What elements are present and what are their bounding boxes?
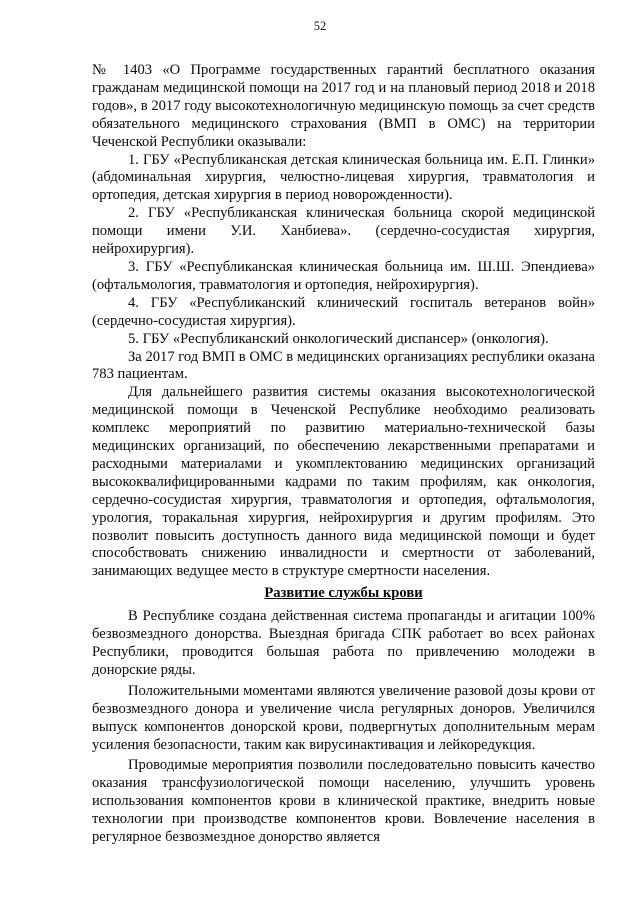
paragraph-development: Для дальнейшего развития системы оказания высокотехнологической медицинской помощи в Чеченской Республике необходимо реализовать комплекс мероприятий по развитию материально-технической базы медицинских организаций, по обеспечению лекарственными препаратами и расходными материалами и укомплектованию медицинских организаций высококвалифицированными кадрами по таким профилям, как онкология, сердечно-сосудистая хирургия, травматология и ортопедия, офтальмология, урология, торакальная хирургия, нейрохирургия и другим профилям. Это позволит повысить доступность данного вида медицинской помощи и будет способствовать снижению инвалидности и смертности от заболеваний, занимающих ведущее место в структуре смертности населения. bbox=[92, 384, 595, 580]
paragraph-positive-moments: Положительными моментами являются увеличение разовой дозы крови от безвозмездного донора и увеличение числа регулярных доноров. Увеличился выпуск компонентов донорской крови, подвергнутых дополнительным мерам усиления безопасности, таким как вирусинактивация и лейкоредукция. bbox=[92, 682, 595, 753]
paragraph-donation-system: В Республике создана действенная система пропаганды и агитации 100% безвозмездного донорства. Выездная бригада СПК работает во всех районах Республики, проводится большая работа по привлечению молодежи в донорские ряды. bbox=[92, 608, 595, 678]
document-body bbox=[92, 62, 595, 847]
list-item-5: 5. ГБУ «Республиканский онкологический диспансер» (онкология). bbox=[128, 330, 549, 347]
paragraph-vmp-total: За 2017 год ВМП в ОМС в медицинских организациях республики оказана 783 пациентам. bbox=[92, 348, 595, 383]
page-number: 52 bbox=[313, 19, 327, 33]
paragraph-intro: № 1403 «О Программе государственных гарантий бесплатного оказания гражданам медицинской помощи на 2017 год и на плановый период 2018 и 2018 годов», в 2017 году высокотехнологичную медицинскую помощь за счет средств обязательного медицинского страхования (ВМП в ОМС) на территории Чеченской Республики оказывали: bbox=[92, 62, 595, 150]
list-item-1: 1. ГБУ «Республиканская детская клиническая больница им. Е.П. Глинки» (абдоминальная хирургия, челюстно-лицевая хирургия, травматология и ортопедия, детская хирургия в период новорожденности). bbox=[92, 151, 595, 204]
paragraph-measures: Проводимые мероприятия позволили последовательно повысить качество оказания трансфузиологической помощи населению, улучшить уровень использования компонентов крови в клинической практике, внедрить новые технологии при производстве компонентов крови. Вовлечение населения в регулярное безвозмездное донорство является bbox=[92, 757, 595, 846]
list-item-4: 4. ГБУ «Республиканский клинический госпиталь ветеранов войн» (сердечно-сосудистая хирургия). bbox=[92, 294, 595, 329]
section-heading: Развитие службы крови bbox=[264, 585, 423, 602]
list-item-3: 3. ГБУ «Республиканская клиническая больница им. Ш.Ш. Эпендиева» (офтальмология, травматология и ортопедия, нейрохирургия). bbox=[92, 258, 595, 293]
list-item-2: 2. ГБУ «Республиканская клиническая больница скорой медицинской помощи имени У.И. Ханбиева». (сердечно-сосудистая хирургия, нейрохирургия). bbox=[92, 205, 595, 258]
